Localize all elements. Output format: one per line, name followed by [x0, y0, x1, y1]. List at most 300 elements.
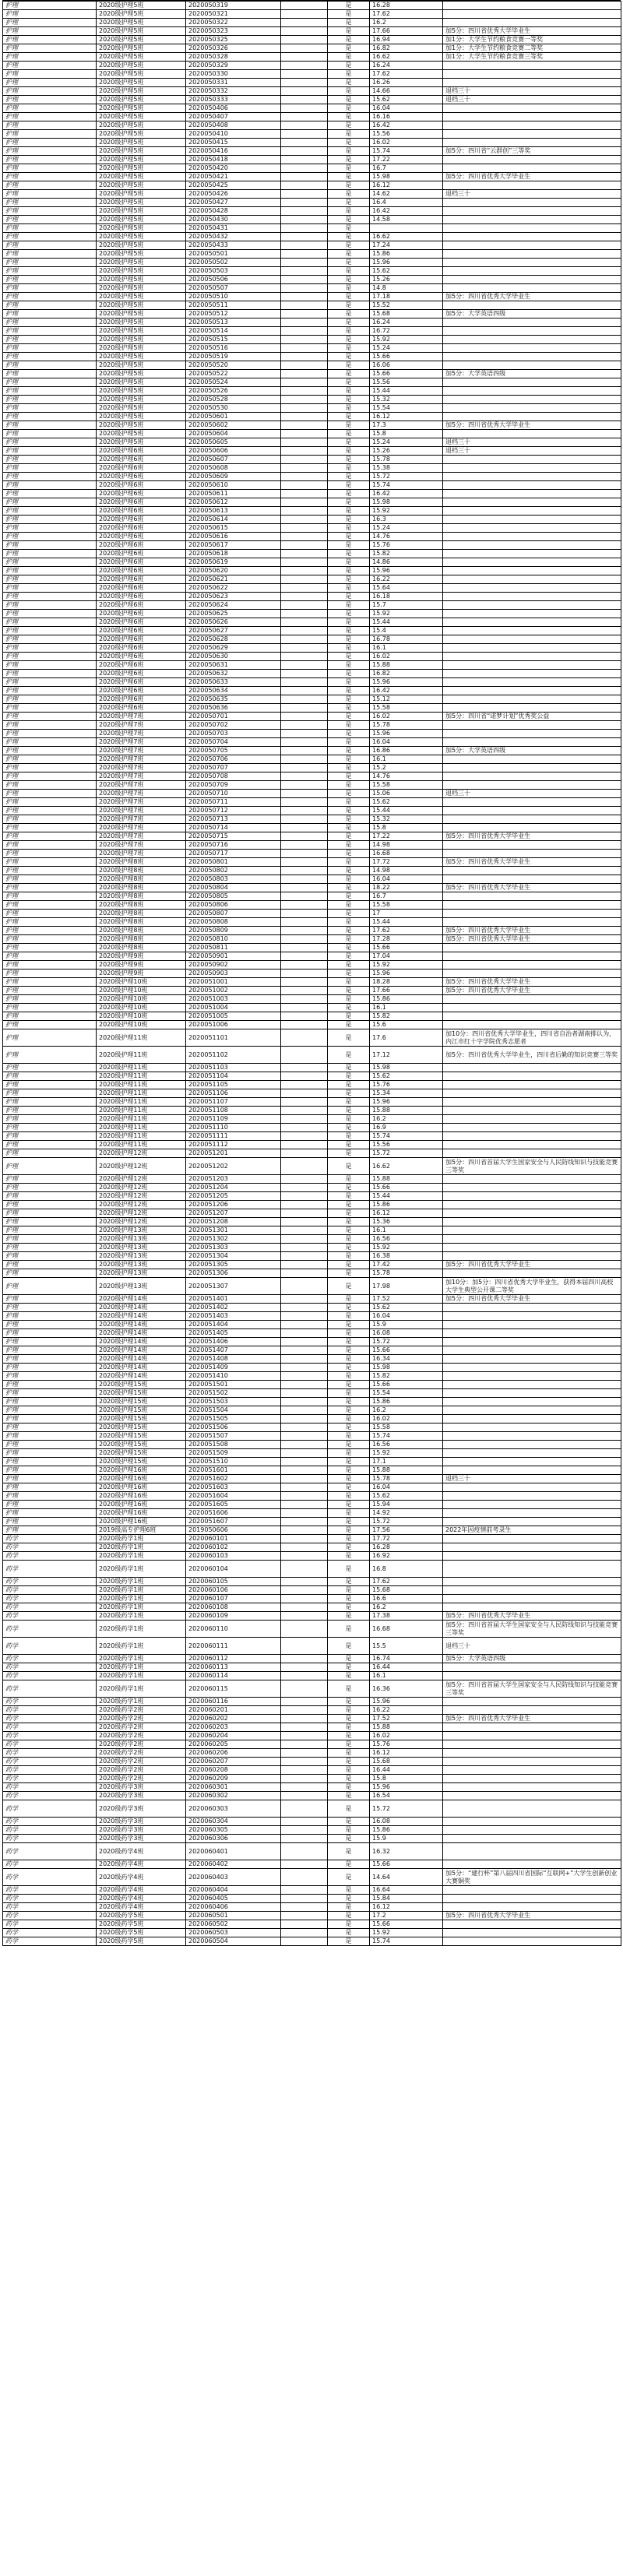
student-name-cell	[281, 207, 328, 216]
class-cell: 2020级护理10班	[97, 995, 186, 1004]
score-cell: 17.18	[370, 293, 443, 301]
class-cell: 2020级护理5班	[97, 336, 186, 344]
student-name-cell	[281, 19, 328, 27]
score-cell: 15.26	[370, 447, 443, 456]
score-cell: 15.52	[370, 301, 443, 310]
class-cell: 2020级药学3班	[97, 1783, 186, 1792]
category-cell: 护理	[3, 336, 97, 344]
qualified-cell: 是	[328, 284, 370, 293]
table-row	[3, 704, 621, 713]
student-id-cell: 2020050526	[186, 387, 281, 396]
table-row	[3, 456, 621, 464]
student-name-cell	[281, 1132, 328, 1141]
class-cell: 2020级护理12班	[97, 1158, 186, 1175]
score-cell: 15.96	[370, 1698, 443, 1706]
remark-cell	[443, 1483, 621, 1492]
score-cell: 15.58	[370, 901, 443, 910]
category-cell: 护理	[3, 284, 97, 293]
class-cell: 2020级护理6班	[97, 593, 186, 601]
qualified-cell: 是	[328, 550, 370, 558]
table-row	[3, 1929, 621, 1937]
category-cell: 护理	[3, 738, 97, 747]
student-id-cell: 2020051304	[186, 1252, 281, 1261]
category-cell: 护理	[3, 987, 97, 995]
student-name-cell	[281, 1372, 328, 1381]
class-cell: 2020级护理11班	[97, 1124, 186, 1132]
remark-cell	[443, 678, 621, 687]
score-cell: 16.04	[370, 104, 443, 113]
table-row	[3, 1021, 621, 1029]
qualified-cell: 是	[328, 327, 370, 336]
table-row	[3, 1792, 621, 1800]
class-cell: 2020级护理5班	[97, 404, 186, 413]
remark-cell	[443, 1835, 621, 1843]
category-cell: 护理	[3, 370, 97, 378]
remark-cell	[443, 730, 621, 738]
table-row	[3, 850, 621, 858]
qualified-cell: 是	[328, 1141, 370, 1149]
student-id-cell: 2020050431	[186, 224, 281, 233]
table-row	[3, 301, 621, 310]
class-cell: 2020级护理6班	[97, 533, 186, 541]
remark-cell	[443, 1586, 621, 1595]
score-cell: 16.12	[370, 413, 443, 421]
category-cell: 护理	[3, 1107, 97, 1115]
qualified-cell: 是	[328, 747, 370, 755]
student-id-cell: 2019050606	[186, 1526, 281, 1535]
class-cell: 2020级药学4班	[97, 1843, 186, 1860]
student-id-cell: 2020051502	[186, 1389, 281, 1398]
remark-cell	[443, 918, 621, 927]
score-cell: 15.74	[370, 1432, 443, 1441]
category-cell: 药学	[3, 1578, 97, 1586]
student-name-cell	[281, 1715, 328, 1723]
student-name-cell	[281, 1595, 328, 1603]
remark-cell: 退档三十	[443, 1475, 621, 1483]
remark-cell	[443, 1149, 621, 1158]
student-name-cell	[281, 541, 328, 550]
score-cell: 15.82	[370, 1372, 443, 1381]
qualified-cell: 是	[328, 353, 370, 361]
score-cell: 15.74	[370, 1132, 443, 1141]
table-row	[3, 181, 621, 190]
remark-cell: 加5分：大学英语四级	[443, 747, 621, 755]
score-cell: 16.2	[370, 1406, 443, 1415]
qualified-cell: 是	[328, 1698, 370, 1706]
table-row	[3, 747, 621, 755]
category-cell: 药学	[3, 1543, 97, 1552]
table-row	[3, 601, 621, 610]
student-id-cell: 2020050901	[186, 952, 281, 961]
student-id-cell: 2020050418	[186, 156, 281, 164]
table-row	[3, 524, 621, 533]
score-cell: 16.28	[370, 2, 443, 10]
student-name-cell	[281, 173, 328, 181]
remark-cell	[443, 430, 621, 438]
student-id-cell: 2020050322	[186, 19, 281, 27]
table-row	[3, 70, 621, 79]
qualified-cell: 是	[328, 601, 370, 610]
remark-cell	[443, 798, 621, 807]
table-row	[3, 824, 621, 832]
remark-cell	[443, 1201, 621, 1209]
qualified-cell: 是	[328, 952, 370, 961]
student-name-cell	[281, 1021, 328, 1029]
student-id-cell: 2020050610	[186, 481, 281, 490]
remark-cell	[443, 687, 621, 695]
qualified-cell: 是	[328, 156, 370, 164]
category-cell: 护理	[3, 438, 97, 447]
student-name-cell	[281, 1441, 328, 1449]
student-name-cell	[281, 1706, 328, 1715]
score-cell: 16.12	[370, 1903, 443, 1912]
class-cell: 2020级护理12班	[97, 1218, 186, 1226]
remark-cell	[443, 1355, 621, 1364]
category-cell: 护理	[3, 1381, 97, 1389]
table-row	[3, 1680, 621, 1698]
class-cell: 2020级护理6班	[97, 447, 186, 456]
remark-cell	[443, 1432, 621, 1441]
score-cell: 15.9	[370, 1321, 443, 1329]
class-cell: 2020级护理13班	[97, 1244, 186, 1252]
class-cell: 2020级护理5班	[97, 233, 186, 241]
class-cell: 2020级护理7班	[97, 850, 186, 858]
class-cell: 2020级护理8班	[97, 875, 186, 884]
class-cell: 2020级护理5班	[97, 130, 186, 139]
student-id-cell: 2020051410	[186, 1372, 281, 1381]
student-id-cell: 2020051510	[186, 1458, 281, 1466]
qualified-cell: 是	[328, 1543, 370, 1552]
student-id-cell: 2020051201	[186, 1149, 281, 1158]
student-id-cell: 2020050332	[186, 87, 281, 96]
student-id-cell: 2020050707	[186, 764, 281, 772]
student-id-cell: 2020050319	[186, 2, 281, 10]
category-cell: 药学	[3, 1758, 97, 1766]
remark-cell	[443, 524, 621, 533]
qualified-cell: 是	[328, 1552, 370, 1561]
remark-cell	[443, 396, 621, 404]
table-row	[3, 1072, 621, 1081]
table-row	[3, 1655, 621, 1663]
table-row	[3, 1295, 621, 1304]
score-cell: 14.66	[370, 87, 443, 96]
qualified-cell: 是	[328, 430, 370, 438]
table-row	[3, 1047, 621, 1064]
remark-cell	[443, 1595, 621, 1603]
student-id-cell: 2020060501	[186, 1912, 281, 1920]
qualified-cell: 是	[328, 87, 370, 96]
score-cell: 16.38	[370, 1252, 443, 1261]
student-id-cell: 2020050711	[186, 798, 281, 807]
remark-cell	[443, 516, 621, 524]
student-id-cell: 2020050702	[186, 721, 281, 730]
category-cell: 护理	[3, 558, 97, 567]
qualified-cell: 是	[328, 858, 370, 867]
class-cell: 2020级护理13班	[97, 1269, 186, 1278]
student-id-cell: 2020050410	[186, 130, 281, 139]
score-cell: 17	[370, 910, 443, 918]
remark-cell	[443, 481, 621, 490]
class-cell: 2020级护理5班	[97, 62, 186, 70]
score-cell: 16.42	[370, 490, 443, 498]
qualified-cell: 是	[328, 1355, 370, 1364]
student-id-cell: 2020051602	[186, 1475, 281, 1483]
score-cell: 15.86	[370, 995, 443, 1004]
score-cell: 17.52	[370, 1715, 443, 1723]
score-cell: 17.22	[370, 832, 443, 841]
student-name-cell	[281, 1098, 328, 1107]
category-cell: 药学	[3, 1920, 97, 1929]
category-cell: 药学	[3, 1783, 97, 1792]
student-id-cell: 2020051004	[186, 1004, 281, 1012]
table-row	[3, 635, 621, 644]
student-id-cell: 2020050623	[186, 593, 281, 601]
student-id-cell: 2020051402	[186, 1304, 281, 1312]
score-cell: 15.88	[370, 661, 443, 670]
category-cell: 护理	[3, 747, 97, 755]
student-name-cell	[281, 1415, 328, 1423]
remark-cell: 加10分：加5分：四川省优秀大学毕业生，获得本届四川高校大学生典型公开课二等奖	[443, 1278, 621, 1295]
score-cell: 15.54	[370, 1389, 443, 1398]
remark-cell	[443, 1663, 621, 1672]
class-cell: 2020级护理5班	[97, 44, 186, 53]
qualified-cell: 是	[328, 70, 370, 79]
student-name-cell	[281, 199, 328, 207]
student-id-cell: 2020051101	[186, 1029, 281, 1047]
category-cell: 护理	[3, 1209, 97, 1218]
qualified-cell: 是	[328, 558, 370, 567]
student-name-cell	[281, 730, 328, 738]
qualified-cell: 是	[328, 481, 370, 490]
table-row	[3, 558, 621, 567]
student-name-cell	[281, 1732, 328, 1740]
category-cell: 护理	[3, 1346, 97, 1355]
score-cell: 17.72	[370, 1535, 443, 1543]
class-cell: 2020级护理6班	[97, 541, 186, 550]
remark-cell	[443, 1895, 621, 1903]
remark-cell	[443, 961, 621, 970]
category-cell: 护理	[3, 327, 97, 336]
student-id-cell: 2020050326	[186, 44, 281, 53]
student-name-cell	[281, 1929, 328, 1937]
table-row	[3, 207, 621, 216]
student-name-cell	[281, 181, 328, 190]
category-cell: 护理	[3, 276, 97, 284]
remark-cell	[443, 10, 621, 19]
student-id-cell: 2020050703	[186, 730, 281, 738]
remark-cell	[443, 224, 621, 233]
remark-cell	[443, 1321, 621, 1329]
score-cell: 15.8	[370, 824, 443, 832]
class-cell: 2020级护理7班	[97, 772, 186, 781]
student-name-cell	[281, 815, 328, 824]
student-name-cell	[281, 1218, 328, 1226]
qualified-cell: 是	[328, 1929, 370, 1937]
score-cell: 16.04	[370, 1312, 443, 1321]
remark-cell	[443, 387, 621, 396]
qualified-cell: 是	[328, 610, 370, 618]
class-cell: 2020级护理14班	[97, 1321, 186, 1329]
student-id-cell: 2020051607	[186, 1518, 281, 1526]
student-id-cell: 2020060101	[186, 1535, 281, 1543]
class-cell: 2020级护理5班	[97, 199, 186, 207]
score-cell: 16.42	[370, 207, 443, 216]
category-cell: 护理	[3, 1261, 97, 1269]
student-id-cell: 2020050626	[186, 618, 281, 627]
score-cell: 16.24	[370, 62, 443, 70]
student-name-cell	[281, 310, 328, 318]
class-cell: 2020级护理16班	[97, 1475, 186, 1483]
category-cell: 护理	[3, 695, 97, 704]
remark-cell	[443, 1578, 621, 1586]
class-cell: 2020级药学2班	[97, 1732, 186, 1740]
table-row	[3, 978, 621, 987]
category-cell: 药学	[3, 1655, 97, 1663]
category-cell: 护理	[3, 627, 97, 635]
student-id-cell: 2020050618	[186, 550, 281, 558]
student-id-cell: 2020050706	[186, 755, 281, 764]
student-id-cell: 2020050408	[186, 121, 281, 130]
score-cell: 15.62	[370, 798, 443, 807]
remark-cell	[443, 1398, 621, 1406]
qualified-cell: 是	[328, 755, 370, 764]
remark-cell: 加5分：四川省优秀大学毕业生	[443, 858, 621, 867]
class-cell: 2020级护理5班	[97, 53, 186, 62]
qualified-cell: 是	[328, 276, 370, 284]
student-id-cell: 2020051504	[186, 1406, 281, 1415]
student-id-cell: 2020051003	[186, 995, 281, 1004]
student-name-cell	[281, 1818, 328, 1826]
category-cell: 药学	[3, 1698, 97, 1706]
class-cell: 2020级护理11班	[97, 1132, 186, 1141]
table-row	[3, 44, 621, 53]
category-cell: 护理	[3, 653, 97, 661]
category-cell: 护理	[3, 44, 97, 53]
score-cell: 15.92	[370, 336, 443, 344]
remark-cell	[443, 541, 621, 550]
qualified-cell: 是	[328, 1449, 370, 1458]
student-id-cell: 2020051407	[186, 1346, 281, 1355]
class-cell: 2020级护理8班	[97, 935, 186, 944]
category-cell: 护理	[3, 361, 97, 370]
score-cell: 15.26	[370, 276, 443, 284]
category-cell: 护理	[3, 267, 97, 276]
student-name-cell	[281, 1175, 328, 1184]
student-name-cell	[281, 1423, 328, 1432]
category-cell: 护理	[3, 1021, 97, 1029]
category-cell: 护理	[3, 1115, 97, 1124]
score-cell: 15.96	[370, 678, 443, 687]
score-cell: 15.64	[370, 584, 443, 593]
score-cell: 16.78	[370, 635, 443, 644]
table-row	[3, 892, 621, 901]
score-cell: 16.28	[370, 1543, 443, 1552]
table-row	[3, 1458, 621, 1466]
qualified-cell: 是	[328, 1723, 370, 1732]
student-name-cell	[281, 687, 328, 695]
remark-cell	[443, 1920, 621, 1929]
table-row	[3, 387, 621, 396]
category-cell: 护理	[3, 516, 97, 524]
remark-cell	[443, 610, 621, 618]
remark-cell	[443, 361, 621, 370]
class-cell: 2020级护理10班	[97, 1021, 186, 1029]
category-cell: 护理	[3, 713, 97, 721]
category-cell: 护理	[3, 935, 97, 944]
student-id-cell: 2020060301	[186, 1783, 281, 1792]
remark-cell	[443, 1749, 621, 1758]
student-id-cell: 2020050621	[186, 575, 281, 584]
table-row	[3, 1244, 621, 1252]
student-name-cell	[281, 1141, 328, 1149]
category-cell: 护理	[3, 1364, 97, 1372]
qualified-cell: 是	[328, 164, 370, 173]
table-row	[3, 1843, 621, 1860]
student-name-cell	[281, 1364, 328, 1372]
category-cell: 护理	[3, 995, 97, 1004]
qualified-cell: 是	[328, 1501, 370, 1509]
table-row	[3, 1749, 621, 1758]
student-name-cell	[281, 301, 328, 310]
score-cell: 17.28	[370, 935, 443, 944]
qualified-cell: 是	[328, 53, 370, 62]
student-id-cell: 2020051604	[186, 1492, 281, 1501]
student-name-cell	[281, 1089, 328, 1098]
table-row	[3, 413, 621, 421]
student-id-cell: 2020060104	[186, 1561, 281, 1578]
category-cell: 药学	[3, 1818, 97, 1826]
table-row	[3, 1312, 621, 1321]
student-id-cell: 2020050712	[186, 807, 281, 815]
score-cell: 14.86	[370, 558, 443, 567]
class-cell: 2020级药学3班	[97, 1792, 186, 1800]
category-cell: 护理	[3, 755, 97, 764]
category-cell: 护理	[3, 618, 97, 627]
student-id-cell: 2020051307	[186, 1278, 281, 1295]
score-cell: 16.1	[370, 644, 443, 653]
category-cell: 护理	[3, 687, 97, 695]
student-name-cell	[281, 1209, 328, 1218]
remark-cell	[443, 156, 621, 164]
qualified-cell: 是	[328, 978, 370, 987]
student-id-cell: 2020051303	[186, 1244, 281, 1252]
qualified-cell: 是	[328, 1364, 370, 1372]
category-cell: 护理	[3, 850, 97, 858]
category-cell: 护理	[3, 721, 97, 730]
remark-cell	[443, 1740, 621, 1749]
score-cell: 16.04	[370, 738, 443, 747]
category-cell: 护理	[3, 1389, 97, 1398]
remark-cell	[443, 601, 621, 610]
student-id-cell: 2020050807	[186, 910, 281, 918]
class-cell: 2020级护理13班	[97, 1235, 186, 1244]
class-cell: 2020级药学3班	[97, 1835, 186, 1843]
table-row	[3, 507, 621, 516]
qualified-cell: 是	[328, 1672, 370, 1680]
remark-cell	[443, 259, 621, 267]
student-name-cell	[281, 233, 328, 241]
class-cell: 2020级护理6班	[97, 627, 186, 635]
category-cell: 护理	[3, 473, 97, 481]
score-cell: 16.74	[370, 1655, 443, 1663]
table-row	[3, 421, 621, 430]
remark-cell	[443, 1843, 621, 1860]
remark-cell	[443, 1929, 621, 1937]
student-name-cell	[281, 1064, 328, 1072]
student-name-cell	[281, 1201, 328, 1209]
remark-cell	[443, 1698, 621, 1706]
student-name-cell	[281, 1355, 328, 1364]
